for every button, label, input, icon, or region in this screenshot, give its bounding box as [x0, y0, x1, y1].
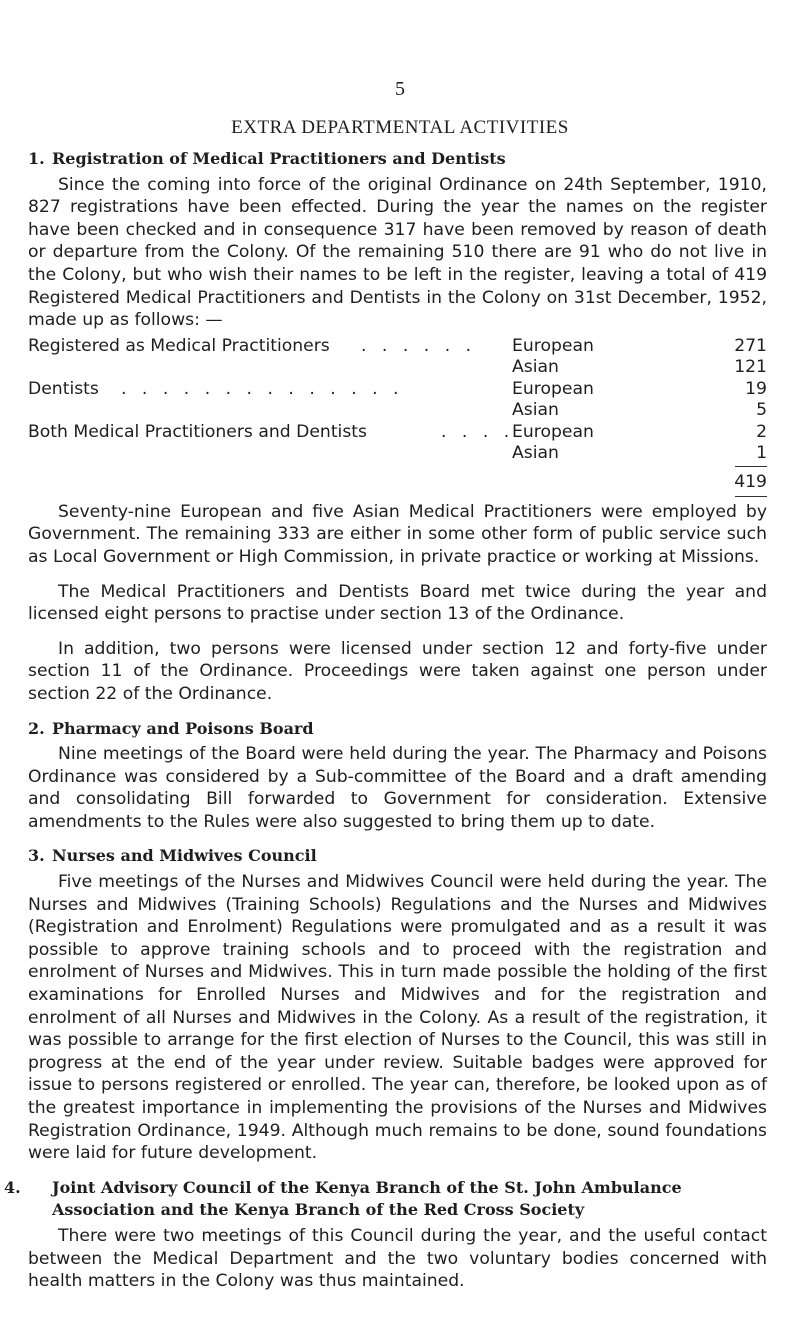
table-row: Both Medical Practitioners and Dentists . . . . European 2	[28, 421, 767, 442]
section-3-paragraph: Five meetings of the Nurses and Midwives Council were held during the year. The Nurses and Midwives (Training Schools) Regulations and the Nurses and Midwives (Registration and Enrolment) Regulations were promulgated and as a result it was possible to approve training schools and to proceed with the registration and enrolment of Nurses and Midwives. This in turn made possible the holding of the first examinations for Enrolled Nurses and Midwives and for the registration and enrolment of all Nurses and Midwives in the Colony. As a result of the registration, it was possible to arrange for the first election of Nurses to the Council, this was still in progress at the end of the year under review. Suitable badges were approved for issue to persons registered or enrolled. The year can, therefore, be looked upon as of the greatest importance in implementing the provisions of the Nurses and Midwives Registration Ordinance, 1949. Although much remains to be done, sound foundations were laid for future development.	[28, 872, 767, 1164]
section-3-heading: 3. Nurses and Midwives Council	[28, 846, 317, 866]
total-value: 419	[734, 471, 767, 492]
table-row: Asian 5	[512, 399, 767, 420]
section-1-paragraph: In addition, two persons were licensed under section 12 and forty-five under section 11 of the Ordinance. Proceedings were taken against one person under section 22 of the Ordinance.	[28, 638, 767, 704]
total-rule	[735, 496, 767, 497]
subtotal-rule	[735, 466, 767, 467]
section-1-heading: 1. Registration of Medical Practitioners and Dentists	[28, 149, 506, 168]
section-1-intro: Since the coming into force of the original Ordinance on 24th September, 1910, 827 registrations have been effected. During the year the names on the register have been checked and in consequence 317 have been removed by reason of death or departure from the Colony. Of the remaining 510 there are 91 who do not live in the Colony, but who wish their names to be left in the register, leaving a total of 419 Registered Medical Practitioners and Dentists in the Colony on 31st December, 1952, made up as follows: —	[28, 174, 767, 331]
section-1-paragraph: The Medical Practitioners and Dentists Board met twice during the year and licensed eight persons to practise under section 13 of the Ordinance.	[28, 581, 767, 625]
table-row: Dentists . . . . . . . . . . . . . . European 19	[28, 378, 767, 399]
page-number: 5	[395, 78, 405, 100]
page-title: EXTRA DEPARTMENTAL ACTIVITIES	[231, 117, 569, 138]
table-row: Asian 1	[512, 442, 767, 463]
table-row: Registered as Medical Practitioners . . . . . . European 271	[28, 335, 767, 356]
registration-table	[28, 333, 767, 471]
section-2-paragraph: Nine meetings of the Board were held during the year. The Pharmacy and Poisons Ordinance was considered by a Sub-committee of the Board and a draft amending and consolidating Bill forwarded to Government for consideration. Extensive amendments to the Rules were also suggested to bring them up to date.	[28, 744, 767, 832]
table-row: Asian 121	[512, 356, 767, 377]
document-body	[4, 148, 767, 1293]
section-4-paragraph: There were two meetings of this Council during the year, and the useful contact between the Medical Department and the two voluntary bodies concerned with health matters in the Colony was thus maintained.	[28, 1225, 767, 1292]
section-2-heading: 2. Pharmacy and Poisons Board	[28, 718, 314, 738]
section-4-heading: 4. Joint Advisory Council of the Kenya Branch of the St. John Ambulance Association and the Kenya Branch of the Red Cross Society	[4, 1177, 682, 1220]
section-1-paragraph: Seventy-nine European and five Asian Medical Practitioners were employed by Government. The remaining 333 are either in some other form of public service such as Local Government or High Commission, in private practice or working at Missions.	[28, 501, 767, 567]
total-row	[28, 471, 767, 495]
